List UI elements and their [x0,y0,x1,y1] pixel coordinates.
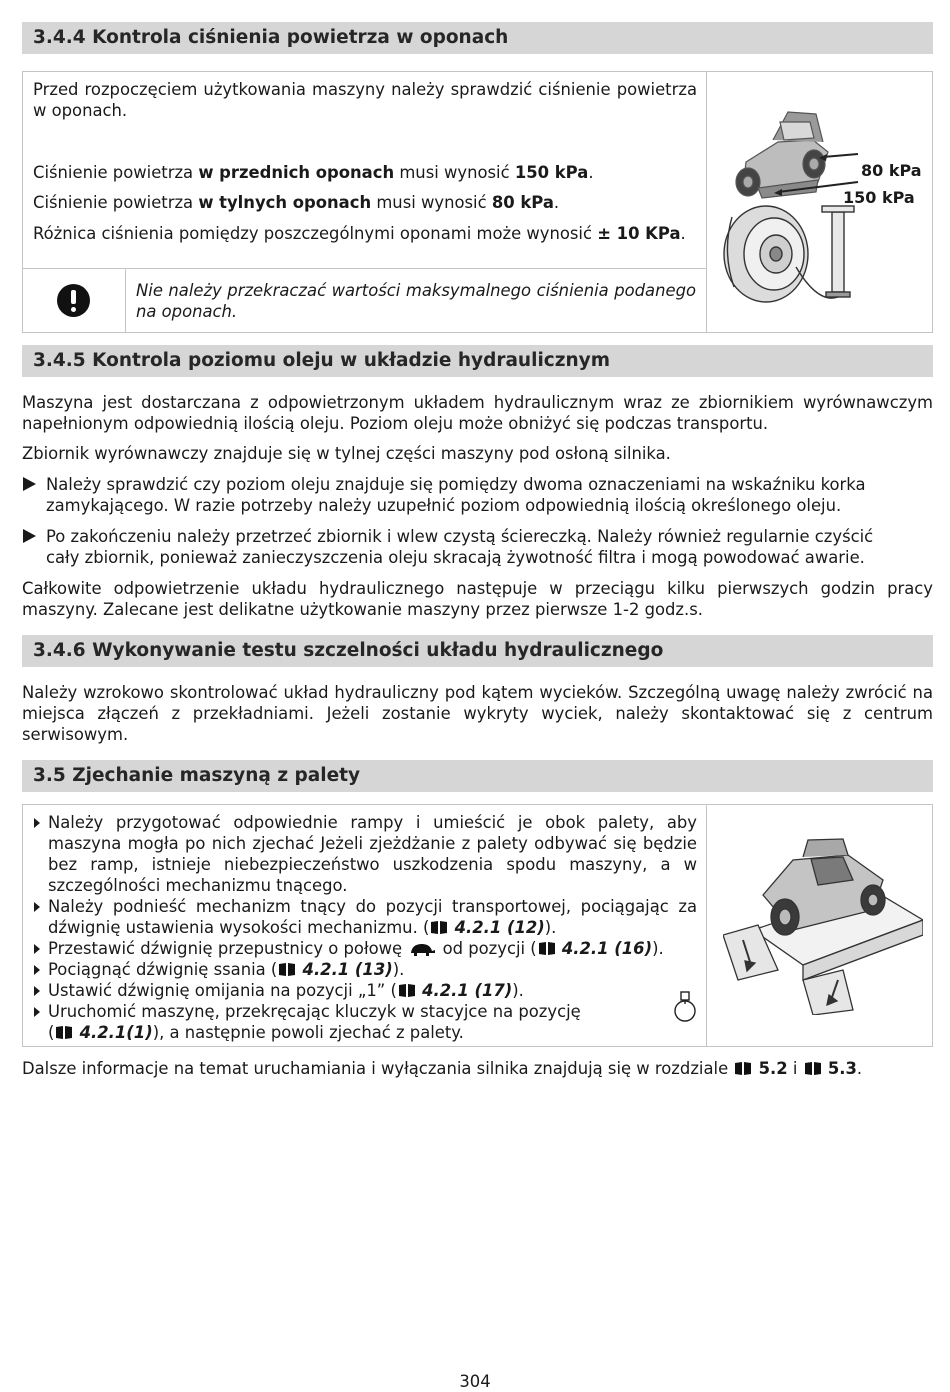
bullet-arrow-icon [34,944,40,954]
oil-check-text-1: Należy sprawdzić czy poziom oleju znajduje się pomiędzy dwoma oznaczeniami na wskaźniku korka [46,475,866,494]
list-item: Należy podnieść mechanizm tnący do pozycji transportowej, pociągając za dźwignię ustawienia wysokości mechanizmu. ( 4.2.1 (12)). [23,896,697,938]
column-divider [706,72,707,332]
section-heading-3-4-5: 3.4.5 Kontrola poziomu oleju w układzie hydraulicznym [22,345,933,377]
bullet-arrow-icon [23,529,36,543]
bullet-arrow-icon [23,477,36,491]
list-item: Przestawić dźwignię przepustnicy o połowę od pozycji ( 4.2.1 (16)). [23,938,697,959]
section-heading-3-4-6: 3.4.6 Wykonywanie testu szczelności układu hydraulicznego [22,635,933,667]
leak-test-text: Należy wzrokowo skontrolować układ hydrauliczny pod kątem wycieków. Szczególną uwagę należy zwrócić na miejsca złączeń z przekładniami. Jeżeli zostanie wykryty wyciek, należy skontaktować się z centrum serwisowym. [22,683,933,744]
oil-clean-text-1: Po zakończeniu należy przetrzeć zbiornik i wlew czystą ściereczką. Należy również regularnie czyścić [46,527,874,546]
book-icon [278,962,296,977]
list-item: Uruchomić maszynę, przekręcając kluczyk w stacyjce na pozycję ( 4.2.1(1)), a następnie powoli zjechać z palety. [23,1001,697,1043]
bullet-arrow-icon [34,1007,40,1017]
turtle-icon [408,942,436,956]
book-icon [55,1025,73,1040]
rear-pressure-label: 80 kPa [861,161,922,180]
list-item: Pociągnąć dźwignię ssania ( 4.2.1 (13)). [23,959,697,980]
oil-intro-text: Maszyna jest dostarczana z odpowietrzonym układem hydraulicznym wraz ze zbiornikiem wyrównawczym napełnionym odpowiednią ilością oleju. Poziom oleju może obniżyć się podczas transportu. [22,393,933,433]
section-heading-3-5: 3.5 Zjechanie maszyną z palety [22,760,933,792]
bullet-arrow-icon [34,902,40,912]
warning-icon [57,284,90,317]
book-icon [398,983,416,998]
page-number: 304 [459,1372,491,1391]
book-icon [538,941,556,956]
pressure-difference-text: Różnica ciśnienia pomiędzy poszczególnymi oponami może wynosić ± 10 KPa. [33,224,686,243]
key-start-icon [673,990,697,1024]
footer-reference-text: Dalsze informacje na temat uruchamiania i wyłączania silnika znajdują się w rozdziale 5.2 i 5.3. [22,1059,863,1078]
book-icon [804,1061,822,1076]
rear-pressure-text: Ciśnienie powietrza w tylnych oponach musi wynosić 80 kPa. [33,193,560,212]
tire-pressure-box [22,71,933,333]
list-item: Należy przygotować odpowiednie rampy i umieścić je obok palety, aby maszyna mogła po nich zjechać Jeżeli zjeżdżanie z palety odbywać się będzie bez ramp, istnieje niebezpieczeństwo uszkodzenia spodu maszyny, a w szczególności mechanizmu tnącego. [23,812,697,896]
front-pressure-label: 150 kPa [843,188,915,207]
warning-icon-divider [125,269,126,332]
oil-check-text-2: zamykającego. W razie potrzeby należy uzupełnić poziom odpowiednią ilością określonego oleju. [46,496,842,515]
front-pressure-text: Ciśnienie powietrza w przednich oponach musi wynosić 150 kPa. [33,163,594,182]
oil-tank-location-text: Zbiornik wyrównawczy znajduje się w tylnej części maszyny pod osłoną silnika. [22,444,671,463]
column-divider [706,805,707,1046]
section-heading-3-4-4: 3.4.4 Kontrola ciśnienia powietrza w oponach [22,22,933,54]
oil-bleed-text: Całkowite odpowietrzenie układu hydraulicznego następuje w przeciągu kilku pierwszych godzin pracy maszyny. Zalecane jest delikatne użytkowanie maszyny przez pierwsze 1-2 godz.s. [22,579,933,619]
bullet-arrow-icon [34,965,40,975]
bullet-arrow-icon [34,986,40,996]
list-item: Ustawić dźwignię omijania na pozycji „1” ( 4.2.1 (17)). [23,980,697,1001]
intro-text: Przed rozpoczęciem użytkowania maszyny należy sprawdzić ciśnienie powietrza w oponach. [33,80,697,120]
bullet-arrow-icon [34,818,40,828]
warning-text: Nie należy przekraczać wartości maksymalnego ciśnienia podanego na oponach. [136,281,696,321]
book-icon [734,1061,752,1076]
oil-clean-text-2: cały zbiornik, ponieważ zanieczyszczenia oleju skracają żywotność filtra i mogą powodować awarie. [46,548,865,567]
pallet-steps-list [23,812,697,1043]
book-icon [430,920,448,935]
pallet-unload-box [22,804,933,1047]
pallet-ramp-illustration [723,835,923,1015]
